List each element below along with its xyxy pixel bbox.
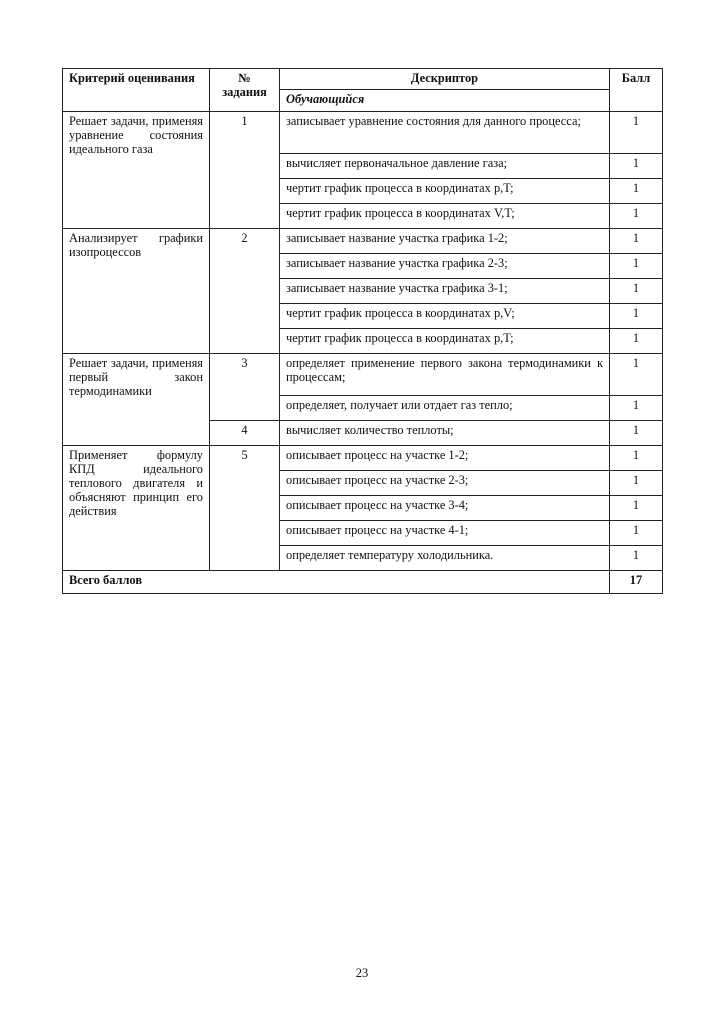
task-number-cell: 1 [210,112,280,229]
descriptor-cell: определяет, получает или отдает газ тепло; [280,396,610,421]
task-number-cell: 4 [210,421,280,446]
criterion-cell: Анализирует графики изопроцессов [63,229,210,354]
descriptor-cell: описывает процесс на участке 2-3; [280,471,610,496]
total-label: Всего баллов [63,571,610,594]
rubric-body [63,69,663,594]
score-cell: 1 [610,279,663,304]
descriptor-cell: записывает уравнение состояния для данного процесса; [280,112,610,154]
header-task-number: № задания [210,69,280,112]
header-criterion: Критерий оценивания [63,69,210,112]
score-cell: 1 [610,229,663,254]
score-cell: 1 [610,471,663,496]
score-cell: 1 [610,446,663,471]
descriptor-cell: описывает процесс на участке 3-4; [280,496,610,521]
descriptor-cell: чертит график процесса в координатах p,T; [280,179,610,204]
assessment-rubric-table [62,68,663,594]
score-cell: 1 [610,179,663,204]
score-cell: 1 [610,112,663,154]
descriptor-cell: чертит график процесса в координатах p,T; [280,329,610,354]
descriptor-cell: записывает название участка графика 2-3; [280,254,610,279]
header-descriptor: Дескриптор [280,69,610,90]
rubric-row [63,446,663,471]
task-number-cell: 3 [210,354,280,421]
descriptor-cell: описывает процесс на участке 4-1; [280,521,610,546]
score-cell: 1 [610,396,663,421]
total-value: 17 [610,571,663,594]
rubric-row [63,112,663,154]
score-cell: 1 [610,421,663,446]
score-cell: 1 [610,521,663,546]
rubric-row [63,354,663,396]
score-cell: 1 [610,254,663,279]
score-cell: 1 [610,329,663,354]
header-score: Балл [610,69,663,112]
rubric-row [63,229,663,254]
score-cell: 1 [610,496,663,521]
header-row [63,69,663,90]
score-cell: 1 [610,154,663,179]
descriptor-cell: чертит график процесса в координатах p,V; [280,304,610,329]
descriptor-cell: записывает название участка графика 3-1; [280,279,610,304]
descriptor-cell: вычисляет первоначальное давление газа; [280,154,610,179]
criterion-cell: Применяет формулу КПД идеального теплового двигателя и объясняют принцип его действия [63,446,210,571]
score-cell: 1 [610,354,663,396]
descriptor-cell: определяет температуру холодильника. [280,546,610,571]
descriptor-cell: описывает процесс на участке 1-2; [280,446,610,471]
score-cell: 1 [610,204,663,229]
task-number-cell: 2 [210,229,280,354]
score-cell: 1 [610,304,663,329]
task-number-cell: 5 [210,446,280,571]
descriptor-cell: вычисляет количество теплоты; [280,421,610,446]
descriptor-cell: определяет применение первого закона термодинамики к процессам; [280,354,610,396]
header-descriptor-subtitle: Обучающийся [280,90,610,112]
criterion-cell: Решает задачи, применяя первый закон термодинамики [63,354,210,446]
descriptor-cell: записывает название участка графика 1-2; [280,229,610,254]
criterion-cell: Решает задачи, применяя уравнение состояния идеального газа [63,112,210,229]
page-number: 23 [355,966,369,980]
total-row [63,571,663,594]
score-cell: 1 [610,546,663,571]
descriptor-cell: чертит график процесса в координатах V,T; [280,204,610,229]
